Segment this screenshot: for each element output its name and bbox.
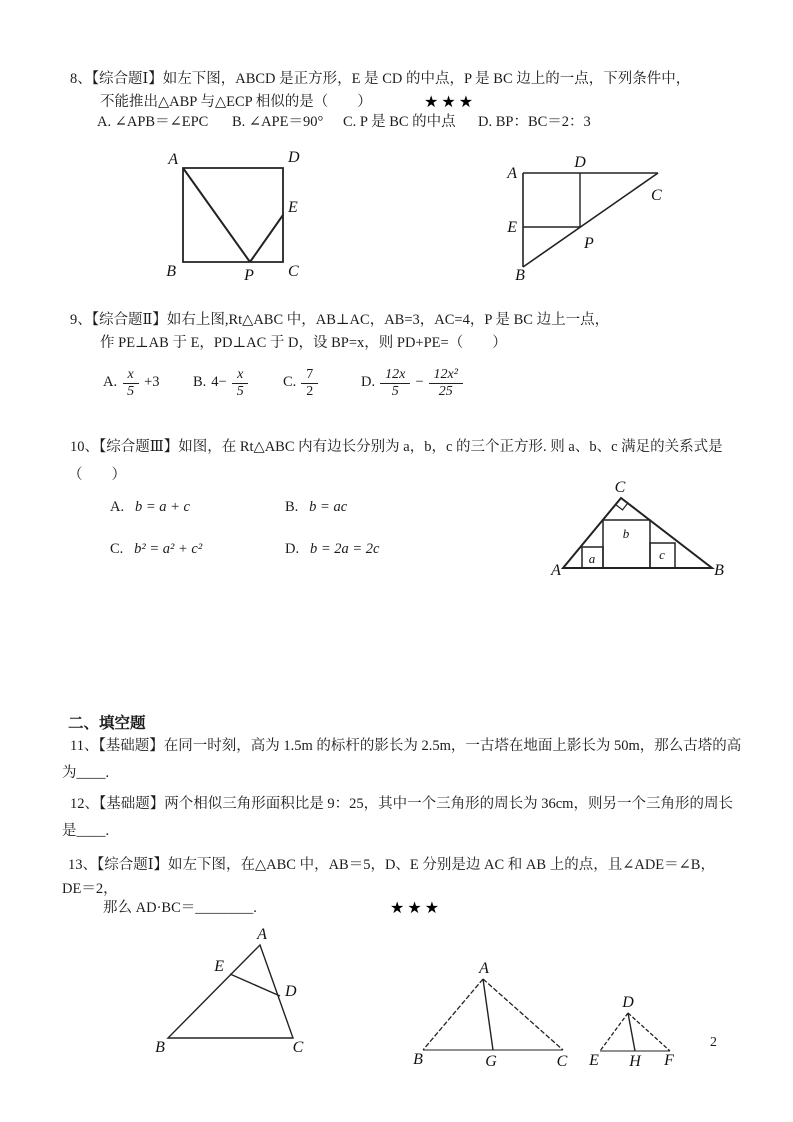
- q8-line1: 8、【综合题Ⅰ】如左下图，ABCD 是正方形，E 是 CD 的中点，P 是 BC 边上的一点，下列条件中，: [70, 71, 691, 87]
- q9-option-b-label: B.: [193, 374, 207, 391]
- q8-option-a: A. ∠APB＝∠EPC: [97, 114, 209, 130]
- q9-option-a-label: A.: [103, 374, 118, 391]
- label-B: B: [714, 562, 724, 579]
- q9-option-a: [103, 361, 160, 405]
- q8-figure-square: [150, 140, 320, 285]
- q8-line2: 不能推出△ABP 与△ECP 相似的是（ ）: [100, 94, 372, 110]
- label-C: C: [288, 263, 299, 280]
- label-A: A: [168, 151, 178, 168]
- q9-option-b-prefix: 4−: [211, 374, 227, 391]
- label-B: B: [166, 263, 176, 280]
- q9-line1: 9、【综合题Ⅱ】如右上图,Rt△ABC 中，AB⊥AC，AB=3，AC=4，P 是 BC 边上一点，: [70, 312, 610, 328]
- q13-line2: DE＝2，: [62, 881, 118, 897]
- q10-line1: 10、【综合题Ⅲ】如图，在 Rt△ABC 内有边长分别为 a，b，c 的三个正方形. 则 a、b、c 满足的关系式是: [70, 439, 723, 455]
- q10-option-a-formula: b = a + c: [134, 499, 190, 515]
- q10-option-c-label: C.: [110, 541, 124, 557]
- q13-stars: ★★★: [390, 900, 443, 917]
- section2-title: 二、填空题: [68, 715, 146, 732]
- label-C: C: [614, 479, 626, 496]
- q9-option-c-fraction: $\frac{7}{2}$: [301, 367, 318, 399]
- label-E: E: [507, 219, 517, 236]
- q11-line1: 11、【基础题】在同一时刻，高为 1.5m 的标杆的影长为 2.5m，一古塔在地面上影长为 50m，那么古塔的高: [70, 738, 742, 754]
- label-E: E: [589, 1052, 599, 1069]
- label-D: D: [622, 994, 634, 1011]
- q13-line3: 那么 AD·BC＝________.: [103, 900, 257, 916]
- label-F: F: [664, 1052, 674, 1069]
- q10-option-d: [285, 540, 380, 560]
- q10-option-d-label: D.: [285, 541, 300, 557]
- label-D: D: [574, 154, 586, 171]
- q10-figure: [538, 478, 728, 578]
- label-G: G: [485, 1053, 497, 1070]
- label-C: C: [556, 1053, 568, 1070]
- label-P: P: [244, 267, 254, 284]
- label-E: E: [288, 199, 298, 216]
- label-A: A: [551, 562, 561, 579]
- q10-option-c-formula: b² = a² + c²: [134, 541, 203, 557]
- label-P: P: [584, 235, 594, 252]
- q10-option-c: [110, 540, 202, 560]
- label-square-b: b: [622, 526, 630, 541]
- q9-option-c-label: C.: [283, 374, 297, 391]
- label-A: A: [479, 960, 489, 977]
- q10-option-b-label: B.: [285, 499, 299, 515]
- label-H: H: [629, 1053, 641, 1070]
- label-B: B: [155, 1039, 165, 1056]
- label-C: C: [292, 1039, 304, 1056]
- q9-option-d-fraction1: $\frac{12x}{5}$: [380, 367, 410, 399]
- label-D: D: [285, 983, 297, 1000]
- q9-option-d-label: D.: [361, 374, 376, 391]
- q9-option-d: [361, 361, 463, 405]
- q13-line1: 13、【综合题Ⅰ】如左下图，在△ABC 中，AB＝5，D、E 分别是边 AC 和 AB 上的点，且∠ADE＝∠B，: [68, 857, 715, 873]
- q9-option-b-fraction: $\frac{x}{5}$: [232, 367, 249, 399]
- q11-line2: 为____.: [62, 765, 110, 781]
- q8-figure-triangle: [493, 148, 678, 283]
- label-B: B: [515, 267, 525, 284]
- q9-option-d-fraction2: $\frac{\text{12x²}}{25}$: [429, 367, 463, 399]
- label-square-a: a: [588, 551, 596, 566]
- q8-option-b: B. ∠APE＝90°: [232, 114, 324, 130]
- q12-line1: 12、【基础题】两个相似三角形面积比是 9：25，其中一个三角形的周长为 36cm，则另一个三角形的周长: [70, 796, 733, 812]
- q10-option-b: [285, 498, 347, 518]
- q10-option-a: [110, 498, 190, 518]
- q8-option-d: D. BP：BC＝2：3: [478, 114, 591, 130]
- label-E: E: [214, 958, 224, 975]
- q13-figure-2: [398, 952, 578, 1070]
- q8-stars: ★★★: [424, 94, 477, 111]
- label-square-c: c: [659, 547, 665, 562]
- q12-line2: 是____.: [62, 823, 110, 839]
- q10-option-d-formula: b = 2a = 2c: [309, 541, 380, 557]
- page-number: 2: [710, 1035, 717, 1050]
- q9-option-d-minus: −: [415, 374, 424, 391]
- q9-option-b: [193, 361, 249, 405]
- q10-option-a-label: A.: [110, 499, 125, 515]
- label-B: B: [413, 1051, 423, 1068]
- q9-line2: 作 PE⊥AB 于 E，PD⊥AC 于 D，设 BP=x，则 PD+PE=（ ）: [100, 335, 507, 351]
- q9-option-a-fraction: $\frac{x}{5}$: [122, 367, 139, 399]
- label-C: C: [651, 187, 662, 204]
- q13-figure-1: [138, 922, 318, 1057]
- label-A: A: [507, 165, 517, 182]
- label-A: A: [257, 926, 267, 943]
- q10-option-b-formula: b = ac: [309, 499, 348, 515]
- q10-line2: （ ）: [68, 467, 126, 483]
- label-D: D: [288, 149, 300, 166]
- q13-figure-3: [578, 988, 703, 1070]
- q8-option-c: C. P 是 BC 的中点: [343, 114, 456, 130]
- q9-option-c: [283, 361, 318, 405]
- q9-option-a-suffix: +3: [144, 374, 160, 391]
